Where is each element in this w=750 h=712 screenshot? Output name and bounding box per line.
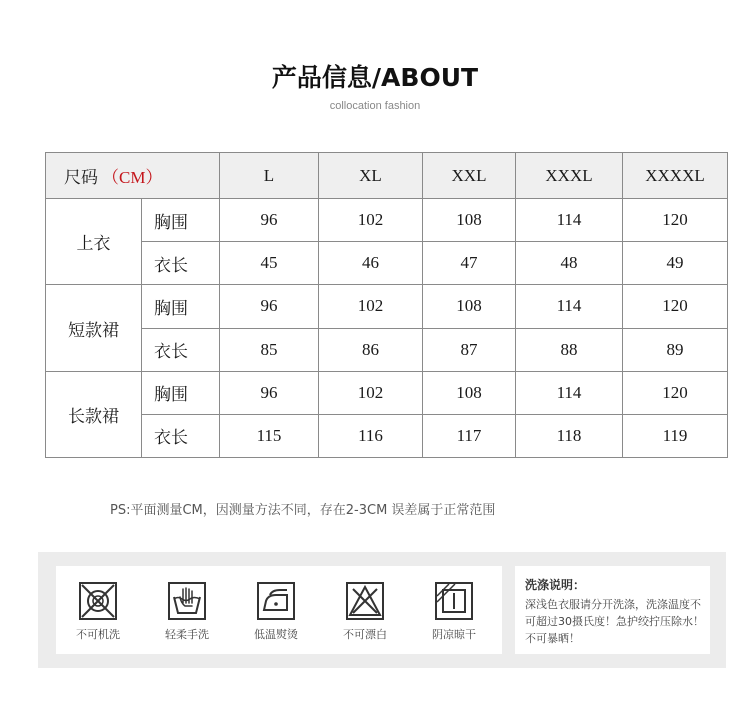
table-cell: 102 <box>319 285 423 328</box>
table-cell: 114 <box>516 199 623 242</box>
table-row <box>46 328 728 371</box>
low-temp-iron-icon <box>254 579 298 623</box>
wash-instructions-title: 洗涤说明： <box>525 578 586 592</box>
table-cell: 116 <box>319 414 423 457</box>
measure-label: 衣长 <box>142 328 220 371</box>
measure-label: 衣长 <box>142 242 220 285</box>
column-header: XXXL <box>516 153 623 199</box>
column-header: XXL <box>423 153 516 199</box>
table-cell: 45 <box>220 242 319 285</box>
no-bleach-icon <box>343 579 387 623</box>
table-cell: 119 <box>623 414 728 457</box>
table-row <box>46 242 728 285</box>
table-header-row <box>46 153 728 199</box>
table-cell: 120 <box>623 285 728 328</box>
category-cell: 短款裙 <box>46 285 142 371</box>
care-panel <box>38 552 726 668</box>
measurement-note: PS:平面测量CM，因测量方法不同，存在2-3CM 误差属于正常范围 <box>110 503 496 518</box>
table-cell: 120 <box>623 199 728 242</box>
table-cell: 96 <box>220 285 319 328</box>
care-label: 低温熨烫 <box>254 628 298 641</box>
column-header: L <box>220 153 319 199</box>
table-cell: 120 <box>623 371 728 414</box>
table-cell: 108 <box>423 371 516 414</box>
category-cell: 上衣 <box>46 199 142 285</box>
table-cell: 85 <box>220 328 319 371</box>
care-label: 不可漂白 <box>343 628 387 641</box>
measure-label: 衣长 <box>142 414 220 457</box>
table-cell: 89 <box>623 328 728 371</box>
care-label: 不可机洗 <box>76 628 120 641</box>
table-cell: 96 <box>220 199 319 242</box>
gentle-hand-wash-icon <box>165 579 209 623</box>
wash-instructions-panel <box>515 566 710 654</box>
table-cell: 46 <box>319 242 423 285</box>
care-item <box>419 579 489 642</box>
size-table <box>45 152 728 458</box>
page-subtitle: collocation fashion <box>329 100 421 112</box>
no-machine-wash-icon <box>76 579 120 623</box>
size-label-cell <box>46 153 220 199</box>
measure-label: 胸围 <box>142 285 220 328</box>
column-header: XL <box>319 153 423 199</box>
table-cell: 102 <box>319 199 423 242</box>
table-cell: 102 <box>319 371 423 414</box>
table-cell: 117 <box>423 414 516 457</box>
table-row <box>46 199 728 242</box>
table-cell: 108 <box>423 199 516 242</box>
care-label: 轻柔手洗 <box>165 628 209 641</box>
care-item <box>330 579 400 642</box>
table-cell: 96 <box>220 371 319 414</box>
care-icons-panel <box>56 566 502 654</box>
table-cell: 49 <box>623 242 728 285</box>
page-title: 产品信息/ABOUT <box>271 63 479 92</box>
wash-instructions-text: 深浅色衣服请分开洗涤，洗涤温度不可超过30摄氏度！急护绞拧压除水！不可暴晒！ <box>525 598 704 645</box>
shade-dry-icon <box>432 579 476 623</box>
table-cell: 87 <box>423 328 516 371</box>
column-header: XXXXL <box>623 153 728 199</box>
table-cell: 118 <box>516 414 623 457</box>
table-cell: 47 <box>423 242 516 285</box>
table-cell: 115 <box>220 414 319 457</box>
measure-label: 胸围 <box>142 371 220 414</box>
table-cell: 86 <box>319 328 423 371</box>
care-label: 阴凉晾干 <box>432 628 476 641</box>
table-cell: 88 <box>516 328 623 371</box>
size-unit: （CM） <box>102 168 163 188</box>
care-item <box>63 579 133 642</box>
table-cell: 48 <box>516 242 623 285</box>
care-item <box>241 579 311 642</box>
category-cell: 长款裙 <box>46 371 142 457</box>
table-row <box>46 414 728 457</box>
table-cell: 114 <box>516 285 623 328</box>
table-row <box>46 285 728 328</box>
table-cell: 114 <box>516 371 623 414</box>
size-label: 尺码 <box>64 168 98 189</box>
table-cell: 108 <box>423 285 516 328</box>
table-row <box>46 371 728 414</box>
care-item <box>152 579 222 642</box>
measure-label: 胸围 <box>142 199 220 242</box>
